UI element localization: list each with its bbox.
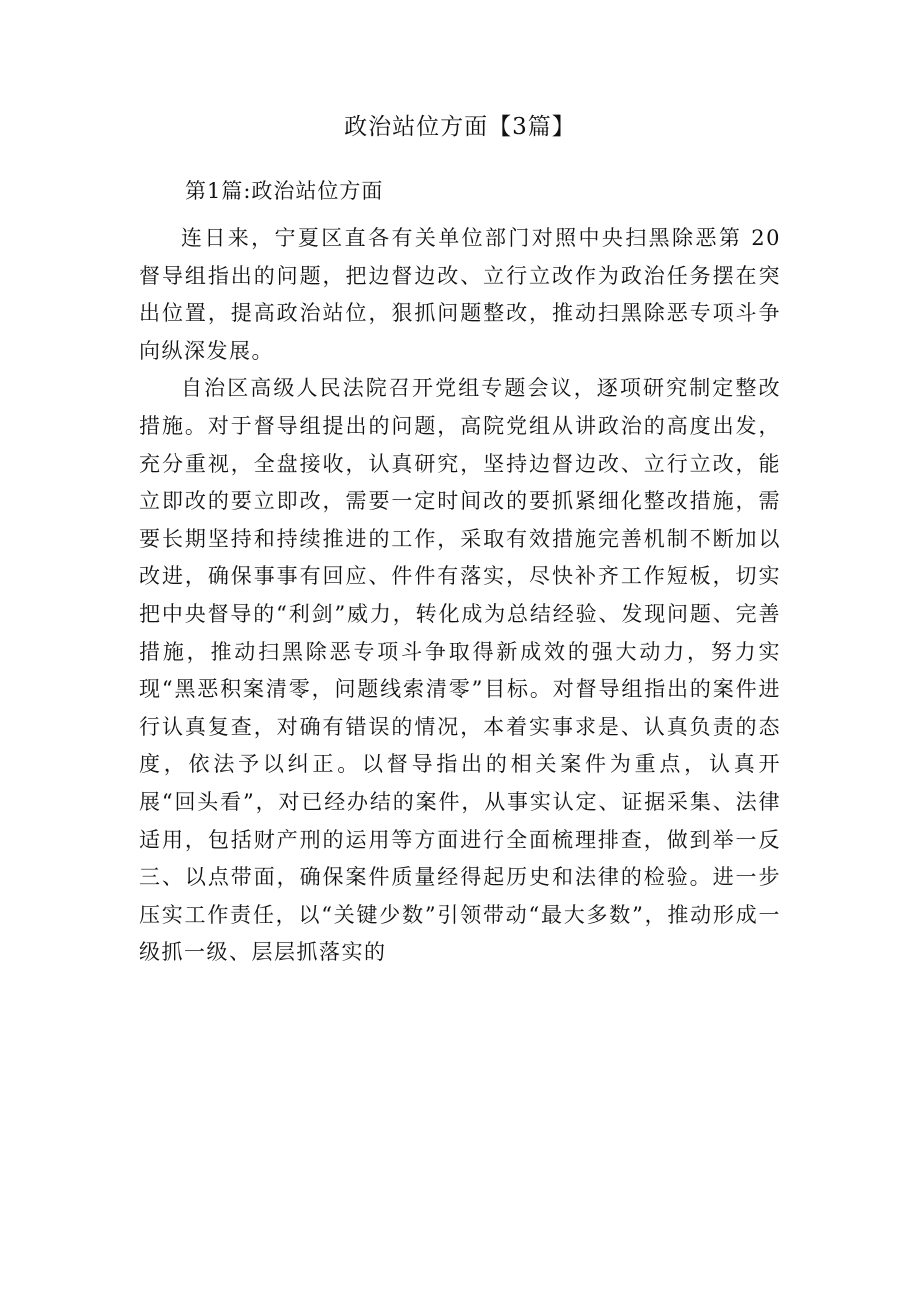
document-body — [139, 220, 781, 972]
paragraph-2: 自治区高级人民法院召开党组专题会议，逐项研究制定整改措施。对于督导组提出的问题，高院党组从讲政治的高度出发，充分重视，全盘接收，认真研究，坚持边督边改、立行立改，能立即改的要立即改，需要一定时间改的要抓紧细化整改措施，需要长期坚持和持续推进的工作，采取有效措施完善机制不断加以改进，确保事事有回应、件件有落实，尽快补齐工作短板，切实把中央督导的“利剑”威力，转化成为总结经验、发现问题、完善措施，推动扫黑除恶专项斗争取得新成效的强大动力，努力实现“黑恶积案清零，问题线索清零”目标。对督导组指出的案件进行认真复查，对确有错误的情况，本着实事求是、认真负责的态度，依法予以纠正。以督导指出的相关案件为重点，认真开展“回头看”，对已经办结的案件，从事实认定、证据采集、法律适用，包括财产刑的运用等方面进行全面梳理排查，做到举一反三、以点带面，确保案件质量经得起历史和法律的检验。进一步压实工作责任，以“关键少数”引领带动“最大多数”，推动形成一级抓一级、层层抓落实的 — [139, 376, 781, 965]
document-title: 政治站位方面【3篇】 — [344, 114, 576, 140]
section-heading: 第1篇:政治站位方面 — [185, 179, 384, 203]
paragraph-1: 连日来，宁夏区直各有关单位部门对照中央扫黑除恶第 20 督导组指出的问题，把边督边改、立行立改作为政治任务摆在突出位置，提高政治站位，狠抓问题整改，推动扫黑除恶专项斗争向纵深发展。 — [139, 226, 781, 363]
